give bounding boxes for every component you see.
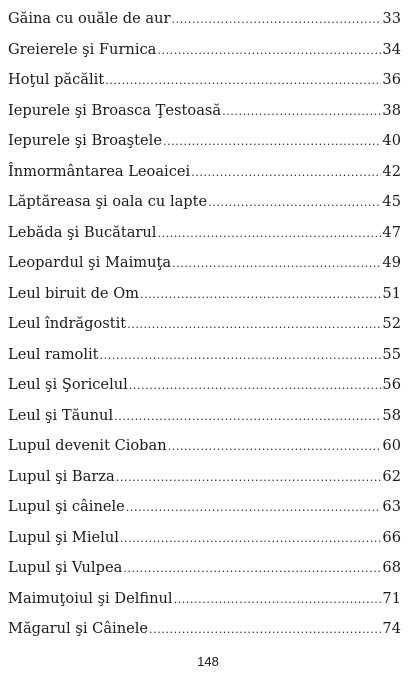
toc-entry	[8, 340, 401, 371]
toc-entry	[8, 401, 401, 432]
toc-entry-title: Hoţul păcălit	[8, 71, 105, 88]
dot-leader	[126, 493, 382, 524]
dot-leader	[105, 66, 381, 97]
toc-entry	[8, 614, 401, 645]
toc-entry-page: 38	[382, 101, 401, 119]
toc-entry-page: 34	[382, 40, 401, 58]
dot-leader	[100, 341, 382, 372]
toc-entry-title: Leopardul şi Maimuţa	[8, 254, 172, 271]
dot-leader	[123, 554, 381, 585]
toc-entry-page: 33	[382, 10, 401, 27]
toc-entry-page: 62	[382, 467, 401, 485]
dot-leader	[222, 97, 381, 128]
toc-entry-page: 36	[382, 71, 401, 88]
toc-entry	[8, 309, 401, 340]
toc-entry-title: Maimuţoiul şi Delfinul	[8, 589, 173, 607]
toc-entry	[8, 279, 401, 310]
toc-entry-page: 45	[382, 193, 401, 210]
toc-entry-title: Găina cu ouăle de aur	[8, 10, 171, 27]
page-number: 148	[197, 654, 219, 669]
toc-entry	[8, 187, 401, 218]
toc-entry	[8, 35, 401, 66]
toc-entry-title: Leul şi Tăunul	[8, 406, 114, 424]
toc-entry-title: Lupul devenit Cioban	[8, 437, 167, 454]
toc-entry-page: 58	[382, 406, 401, 424]
dot-leader	[129, 371, 382, 402]
toc-entry	[8, 523, 401, 554]
toc-entry	[8, 431, 401, 462]
toc-entry	[8, 157, 401, 188]
dot-leader	[149, 615, 381, 646]
toc-entry-page: 55	[382, 345, 401, 363]
table-of-contents	[8, 4, 401, 645]
dot-leader	[172, 249, 381, 280]
toc-entry-title: Leul ramolit	[8, 345, 99, 363]
toc-entry-title: Lupul şi Barza	[8, 467, 115, 485]
toc-entry	[8, 492, 401, 523]
toc-entry-title: Lupul şi Vulpea	[8, 559, 123, 576]
toc-entry	[8, 96, 401, 127]
toc-entry-page: 66	[382, 528, 401, 546]
dot-leader	[120, 524, 382, 555]
toc-entry-page: 47	[382, 223, 401, 241]
toc-entry-page: 52	[382, 315, 401, 332]
dot-leader	[163, 127, 381, 158]
dot-leader	[172, 5, 382, 36]
toc-entry-page: 74	[382, 620, 401, 637]
dot-leader	[174, 585, 382, 616]
toc-entry-page: 56	[382, 376, 401, 393]
toc-entry-page: 40	[382, 132, 401, 149]
toc-entry	[8, 370, 401, 401]
dot-leader	[127, 310, 381, 341]
toc-entry-title: Lăptăreasa şi oala cu lapte	[8, 193, 208, 210]
toc-entry-page: 68	[382, 559, 401, 576]
toc-entry-page: 63	[382, 498, 401, 515]
toc-entry-title: Lebăda şi Bucătarul	[8, 223, 157, 241]
toc-entry-page: 71	[382, 589, 401, 607]
dot-leader	[157, 219, 381, 250]
toc-entry-title: Leul şi Şoricelul	[8, 376, 128, 393]
toc-entry	[8, 584, 401, 615]
dot-leader	[191, 158, 381, 189]
toc-entry-title: Iepurele şi Broaştele	[8, 132, 162, 149]
dot-leader	[168, 432, 382, 463]
dot-leader	[157, 36, 381, 67]
toc-entry-title: Lupul şi Mielul	[8, 528, 119, 546]
toc-entry-title: Lupul şi câinele	[8, 498, 125, 515]
toc-entry-page: 51	[382, 284, 401, 302]
dot-leader	[140, 280, 381, 311]
toc-entry-page: 60	[382, 437, 401, 454]
toc-entry	[8, 218, 401, 249]
toc-entry	[8, 248, 401, 279]
dot-leader	[116, 463, 382, 494]
toc-entry	[8, 65, 401, 96]
dot-leader	[114, 402, 381, 433]
toc-entry	[8, 4, 401, 35]
toc-entry	[8, 126, 401, 157]
dot-leader	[208, 188, 381, 219]
toc-entry-page: 42	[382, 162, 401, 180]
toc-entry-title: Greierele şi Furnica	[8, 40, 157, 58]
toc-entry-title: Iepurele şi Broasca Ţestoasă	[8, 101, 222, 119]
toc-entry	[8, 553, 401, 584]
toc-entry-page: 49	[382, 254, 401, 271]
toc-entry-title: Leul biruit de Om	[8, 284, 140, 302]
toc-entry-title: Măgarul şi Câinele	[8, 620, 149, 637]
toc-entry-title: Leul îndrăgostit	[8, 315, 127, 332]
toc-entry-title: Înmormântarea Leoaicei	[8, 162, 191, 180]
toc-entry	[8, 462, 401, 493]
